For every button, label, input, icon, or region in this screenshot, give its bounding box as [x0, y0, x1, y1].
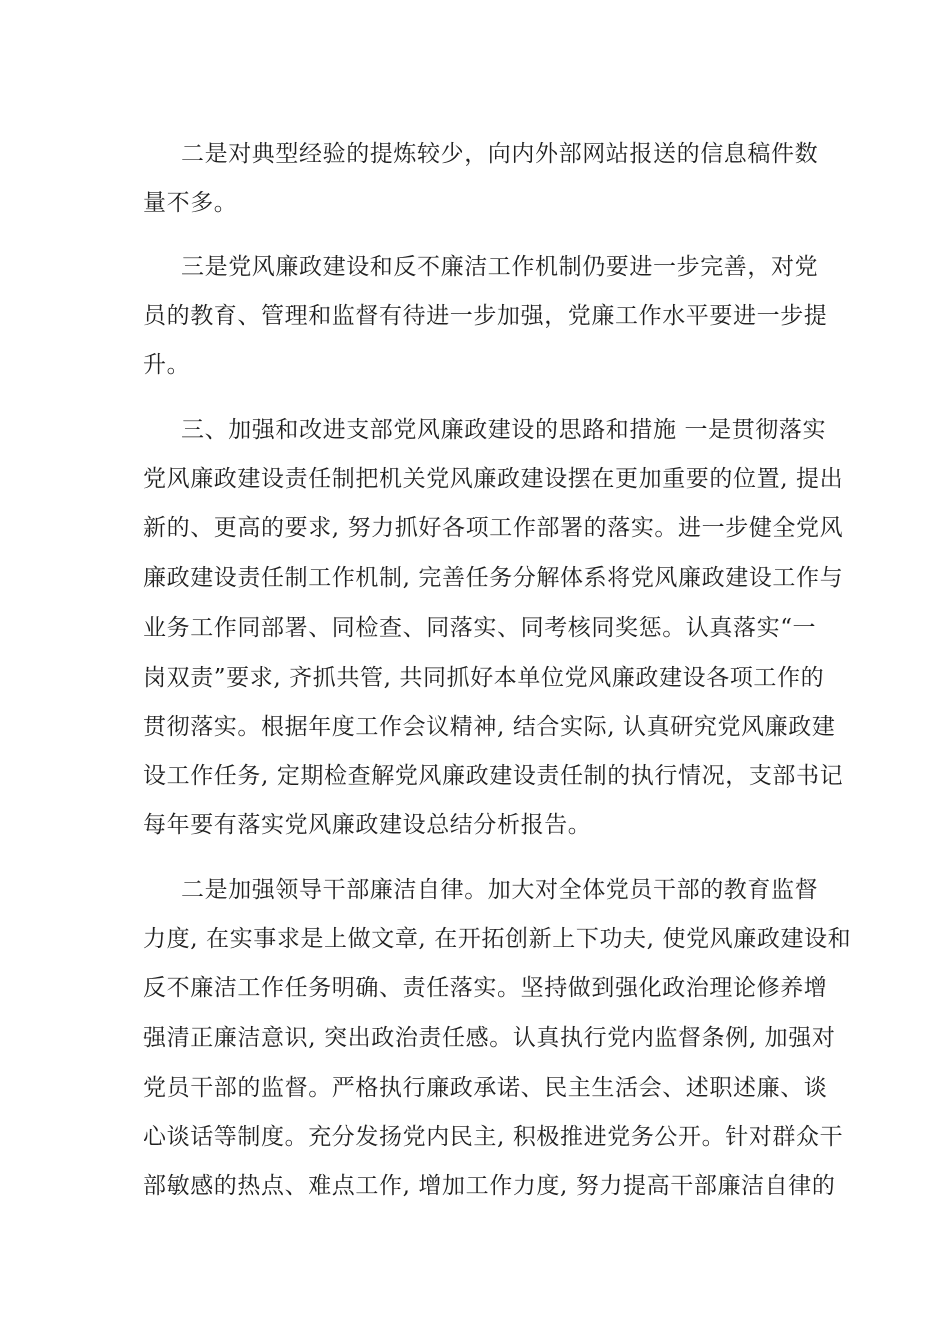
text-line: 新的、更高的要求, 努力抓好各项工作部署的落实。进一步健全党风	[143, 515, 844, 541]
text-line: 三是党风廉政建设和反不廉洁工作机制仍要进一步完善，对党	[181, 254, 819, 280]
text-line: 贯彻落实。根据年度工作会议精神, 结合实际, 认真研究党风廉政建	[143, 714, 836, 740]
text-line: 党风廉政建设责任制把机关党风廉政建设摆在更加重要的位置, 提出	[143, 466, 844, 492]
text-line: 升。	[143, 352, 191, 378]
text-line: 三、加强和改进支部党风廉政建设的思路和措施 一是贯彻落实	[181, 417, 827, 443]
text-line: 二是对典型经验的提炼较少，向内外部网站报送的信息稿件数	[181, 141, 819, 167]
text-line: 岗双责”要求, 齐抓共管, 共同抓好本单位党风廉政建设各项工作的	[143, 665, 825, 691]
text-line: 反不廉洁工作任务明确、责任落实。坚持做到强化政治理论修养增	[143, 975, 828, 1001]
text-line: 廉政建设责任制工作机制, 完善任务分解体系将党风廉政建设工作与	[143, 565, 844, 591]
text-line: 心谈话等制度。充分发扬党内民主, 积极推进党务公开。针对群众干	[143, 1124, 844, 1150]
text-line: 强清正廉洁意识, 突出政治责任感。认真执行党内监督条例, 加强对	[143, 1025, 836, 1051]
text-line: 部敏感的热点、难点工作, 增加工作力度, 努力提高干部廉洁自律的	[143, 1173, 836, 1199]
text-line: 量不多。	[143, 190, 238, 216]
text-line: 力度, 在实事求是上做文章, 在开拓创新上下功夫, 使党风廉政建设和	[143, 926, 852, 952]
text-line: 党员干部的监督。严格执行廉政承诺、民主生活会、述职述廉、谈	[143, 1075, 828, 1101]
text-line: 设工作任务, 定期检查解党风廉政建设责任制的执行情况，支部书记	[143, 763, 844, 789]
text-line: 业务工作同部署、同检查、同落实、同考核同奖惩。认真落实“一	[143, 615, 817, 641]
text-line: 二是加强领导干部廉洁自律。加大对全体党员干部的教育监督	[181, 877, 819, 903]
text-line: 每年要有落实党风廉政建设总结分析报告。	[143, 812, 592, 838]
text-line: 员的教育、管理和监督有待进一步加强，党廉工作水平要进一步提	[143, 303, 828, 329]
